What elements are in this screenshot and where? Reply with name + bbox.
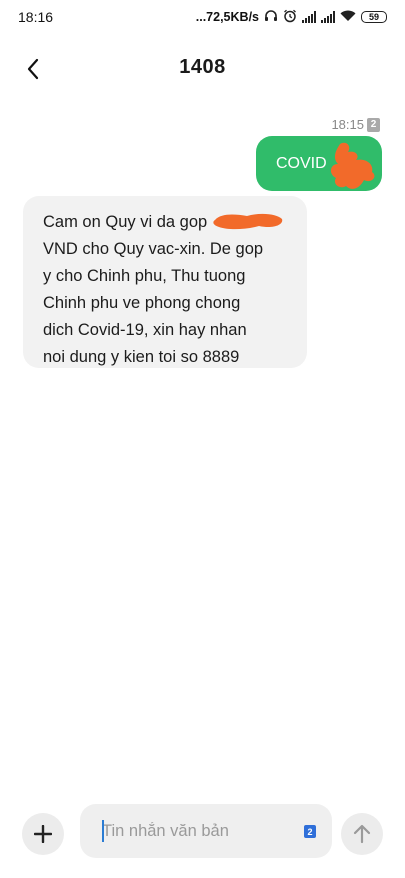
status-icons [196,9,387,26]
received-message-bubble[interactable] [23,196,307,368]
redaction-scribble [322,138,382,191]
battery-icon: 59 [361,11,387,23]
received-message-line: VND cho Quy vac-xin. De gop [43,240,264,258]
message-composer [0,800,405,866]
attach-button[interactable] [22,813,64,855]
message-input-container [80,804,332,858]
plus-icon [34,825,52,843]
sim-badge: 2 [367,118,380,132]
message-input[interactable] [102,818,292,844]
alarm-icon [283,9,297,26]
arrow-up-icon [353,824,371,844]
sim-select-badge[interactable]: 2 [304,825,316,838]
received-message-line: dich Covid-19, xin hay nhan [43,321,247,339]
signal-sim1-icon [302,11,316,23]
status-time: 18:16 [18,9,54,25]
received-message-line: Cam on Quy vi da gop [43,213,208,231]
sent-message-meta [331,117,380,132]
send-button[interactable] [341,813,383,855]
signal-sim2-icon [321,11,335,23]
received-message-line: y cho Chinh phu, Thu tuong [43,267,246,285]
text-caret [102,820,104,842]
network-speed: ...72,5KB/s [195,10,259,24]
received-message-line: noi dung y kien toi so 8889 [43,348,240,366]
conversation-header [0,48,405,88]
sent-message-time: 18:15 [331,117,364,132]
sent-message-text: COVID [276,154,327,172]
wifi-icon [340,9,356,25]
conversation-title: 1408 [179,56,226,78]
headphones-icon [264,9,278,25]
received-message-line: Chinh phu ve phong chong [43,294,241,312]
sent-message-bubble[interactable] [256,136,382,191]
status-bar [0,0,405,34]
